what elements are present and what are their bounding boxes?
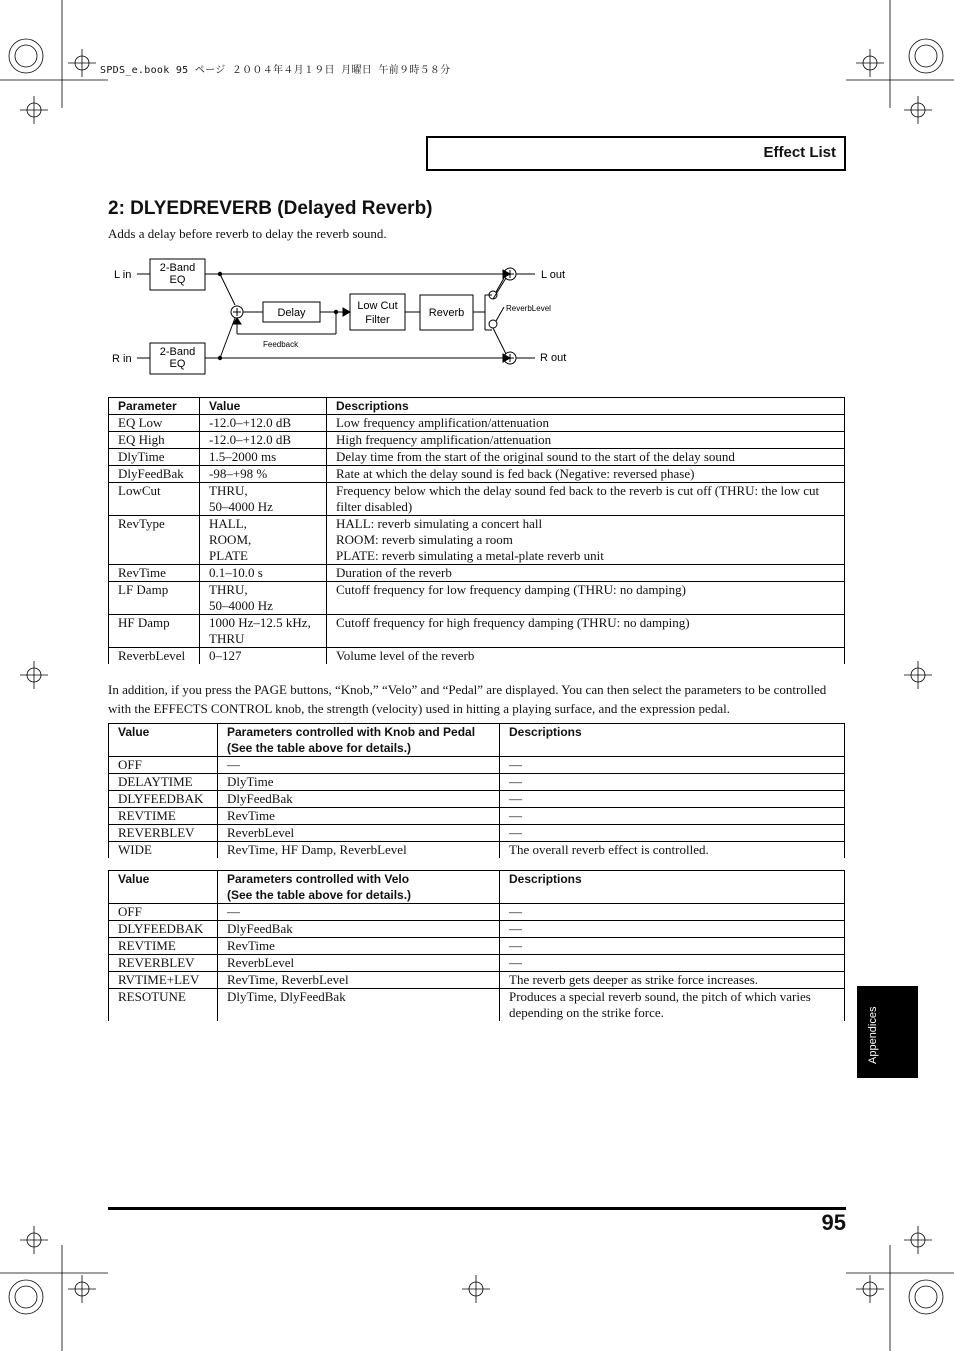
table-row (109, 921, 845, 938)
table-cell: REVTIME (109, 938, 218, 955)
table-row (109, 516, 845, 565)
eq-bottom-label-2: EQ (169, 358, 186, 370)
page-number: 95 (821, 1210, 846, 1235)
table-row (109, 904, 845, 921)
table-cell: RevTime, HF Damp, ReverbLevel (218, 842, 500, 859)
knob-table-header-0: Value (109, 724, 218, 757)
table-cell: LF Damp (109, 582, 200, 615)
table-cell: — (500, 791, 845, 808)
param-table-header-0: Parameter (109, 398, 200, 415)
table-row (109, 582, 845, 615)
table-cell: LowCut (109, 483, 200, 516)
table-cell: OFF (109, 904, 218, 921)
table-cell: 0–127 (200, 648, 327, 665)
velo-table (108, 870, 845, 1021)
table-cell: DLYFEEDBAK (109, 921, 218, 938)
eq-bottom-label-1: 2-Band (159, 346, 196, 358)
table-row (109, 615, 845, 648)
table-cell: REVERBLEV (109, 955, 218, 972)
table-cell: -12.0–+12.0 dB (200, 415, 327, 432)
table-row (109, 483, 845, 516)
reverb-level-label: ReverbLevel (506, 304, 551, 313)
table-cell: REVERBLEV (109, 825, 218, 842)
table-row (109, 774, 845, 791)
table-row (109, 466, 845, 483)
velo-table-header-1: Parameters controlled with Velo (See the table above for details.) (218, 871, 500, 904)
table-cell: HALL: reverb simulating a concert hall ROOM: reverb simulating a room PLATE: reverb simulating a metal-plate reverb unit (327, 516, 845, 565)
table-cell: High frequency amplification/attenuation (327, 432, 845, 449)
table-cell: DlyTime (109, 449, 200, 466)
table-row (109, 757, 845, 774)
table-cell: The overall reverb effect is controlled. (500, 842, 845, 859)
table-cell: — (500, 938, 845, 955)
section-header (426, 136, 846, 171)
table-cell: 1.5–2000 ms (200, 449, 327, 466)
table-cell: RESOTUNE (109, 989, 218, 1022)
table-cell: Duration of the reverb (327, 565, 845, 582)
table-cell: DlyFeedBak (218, 791, 500, 808)
table-cell: DlyTime, DlyFeedBak (218, 989, 500, 1022)
knob-table-header-2: Descriptions (500, 724, 845, 757)
velo-table-header-0: Value (109, 871, 218, 904)
table-cell: Rate at which the delay sound is fed back (Negative: reversed phase) (327, 466, 845, 483)
table-cell: EQ High (109, 432, 200, 449)
table-cell: Low frequency amplification/attenuation (327, 415, 845, 432)
table-cell: RevTime (218, 938, 500, 955)
table-cell: DELAYTIME (109, 774, 218, 791)
table-row (109, 972, 845, 989)
table-cell: OFF (109, 757, 218, 774)
eq-top-label-1: 2-Band (159, 262, 196, 274)
parameter-table (108, 397, 845, 664)
label-r-in: R in (112, 353, 132, 365)
appendices-tab-label: Appendices (867, 1006, 879, 1064)
table-cell: HF Damp (109, 615, 200, 648)
table-cell: -98–+98 % (200, 466, 327, 483)
table-cell: HALL, ROOM, PLATE (200, 516, 327, 565)
table-cell: REVTIME (109, 808, 218, 825)
table-cell: ReverbLevel (109, 648, 200, 665)
table-cell: RevTime (109, 565, 200, 582)
table-cell: — (500, 774, 845, 791)
table-cell: RevType (109, 516, 200, 565)
feedback-label: Feedback (263, 340, 299, 349)
table-row (109, 648, 845, 665)
table-cell: — (500, 904, 845, 921)
table-cell: DlyFeedBak (218, 921, 500, 938)
table-cell: — (500, 825, 845, 842)
footer-rule (108, 1207, 846, 1210)
table-cell: RevTime, ReverbLevel (218, 972, 500, 989)
table-cell: EQ Low (109, 415, 200, 432)
table-cell: ReverbLevel (218, 825, 500, 842)
control-paragraph: In addition, if you press the PAGE buttons, “Knob,” “Velo” and “Pedal” are displayed. You can then select the parameters to be controlled with the EFFECTS CONTROL knob, the strength (velocity) used in hitting a playing surface, and the expression pedal. (108, 682, 827, 716)
lowcut-label-2: Filter (365, 314, 390, 326)
table-row (109, 432, 845, 449)
table-cell: Cutoff frequency for low frequency damping (THRU: no damping) (327, 582, 845, 615)
table-cell: DlyTime (218, 774, 500, 791)
knob-pedal-table (108, 723, 845, 858)
table-cell: THRU, 50–4000 Hz (200, 483, 327, 516)
table-row (109, 825, 845, 842)
table-row (109, 955, 845, 972)
table-cell: — (500, 808, 845, 825)
delay-label: Delay (277, 307, 306, 319)
table-cell: — (218, 904, 500, 921)
table-cell: Frequency below which the delay sound fed back to the reverb is cut off (THRU: the low cut filter disabled) (327, 483, 845, 516)
reverb-label: Reverb (428, 307, 465, 319)
table-cell: WIDE (109, 842, 218, 859)
velo-table-header-2: Descriptions (500, 871, 845, 904)
signal-flow-diagram (100, 250, 600, 380)
table-cell: — (500, 757, 845, 774)
table-cell: THRU, 50–4000 Hz (200, 582, 327, 615)
table-cell: RevTime (218, 808, 500, 825)
table-row (109, 842, 845, 859)
table-cell: ReverbLevel (218, 955, 500, 972)
table-row (109, 989, 845, 1022)
table-row (109, 449, 845, 466)
table-cell: Volume level of the reverb (327, 648, 845, 665)
table-cell: Cutoff frequency for high frequency damping (THRU: no damping) (327, 615, 845, 648)
eq-top-label-2: EQ (169, 274, 186, 286)
label-l-in: L in (114, 269, 132, 281)
table-cell: Delay time from the start of the original sound to the start of the delay sound (327, 449, 845, 466)
table-cell: 0.1–10.0 s (200, 565, 327, 582)
effect-title: 2: DLYEDREVERB (Delayed Reverb) (108, 198, 433, 219)
table-cell: — (500, 921, 845, 938)
table-cell: RVTIME+LEV (109, 972, 218, 989)
table-cell: — (500, 955, 845, 972)
print-header: SPDS_e.book 95 ページ ２００４年４月１９日 月曜日 午前９時５８分 (100, 65, 451, 76)
section-label: Effect List (763, 144, 836, 161)
table-cell: DlyFeedBak (109, 466, 200, 483)
effect-intro: Adds a delay before reverb to delay the reverb sound. (108, 226, 387, 241)
lowcut-label-1: Low Cut (357, 300, 398, 312)
table-cell: 1000 Hz–12.5 kHz, THRU (200, 615, 327, 648)
label-r-out: R out (540, 352, 567, 364)
table-row (109, 415, 845, 432)
param-table-header-2: Descriptions (327, 398, 845, 415)
table-row (109, 808, 845, 825)
param-table-header-1: Value (200, 398, 327, 415)
appendices-tab (857, 986, 918, 1078)
label-l-out: L out (541, 269, 566, 281)
table-row (109, 791, 845, 808)
knob-table-header-1: Parameters controlled with Knob and Pedal (See the table above for details.) (218, 724, 500, 757)
table-row (109, 938, 845, 955)
table-cell: DLYFEEDBAK (109, 791, 218, 808)
table-row (109, 565, 845, 582)
table-cell: The reverb gets deeper as strike force increases. (500, 972, 845, 989)
table-cell: Produces a special reverb sound, the pitch of which varies depending on the strike force. (500, 989, 845, 1022)
table-cell: — (218, 757, 500, 774)
table-cell: -12.0–+12.0 dB (200, 432, 327, 449)
